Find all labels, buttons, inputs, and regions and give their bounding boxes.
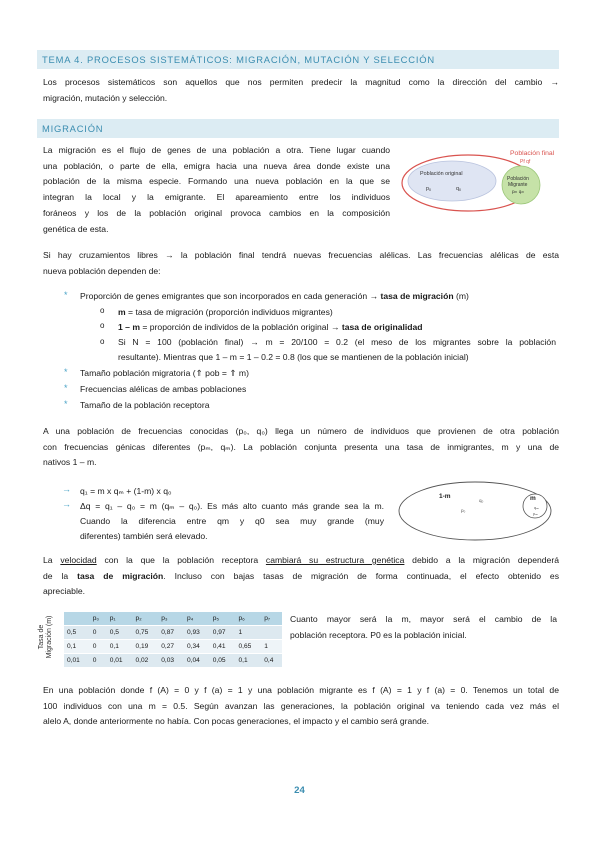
- bullet-star: *: [64, 367, 68, 377]
- frecuencias-paragraph: A una población de frecuencias conocidas (p₀, q₀) llega un número de individuos que provienen de otra población con frecuencias génicas diferentes (pₘ, qₘ). La población conjunta presenta una tasa de inmigrantes, m y una de nativos 1 – m.: [43, 426, 559, 468]
- label-m: m: [530, 495, 536, 502]
- label-1-m: 1-m: [439, 493, 451, 500]
- intro-paragraph: Los procesos sistemáticos son aquellos que nos permiten predecir la magnitud como la dirección del cambio → migración, mutación y selección.: [43, 77, 559, 103]
- poblacion-original-label: Población original: [420, 171, 463, 177]
- formula-q1: q₁ = m x qₘ + (1-m) x q₀: [80, 486, 172, 496]
- pm-qm-label: pₘ qₘ: [512, 189, 525, 194]
- table-row: 0,5 0 0,5 0,75 0,87 0,93 0,97 1: [64, 626, 282, 640]
- formula-delta-q: Δq = q₁ – q₀ = m (qₘ – q₀). Es más alto cuanto más grande sea la m. Cuando la diferencia entre qm y q0 sea muy grande (muy diferentes) también será elevado.: [80, 501, 384, 541]
- table-row: 0,01 0 0,01 0,02 0,03 0,04 0,05 0,1 0,4: [64, 654, 282, 668]
- table-row: 0,1 0 0,1 0,19 0,27 0,34 0,41 0,65 1: [64, 640, 282, 654]
- label-qm: qₘ: [534, 505, 539, 510]
- label-q0: q₀: [479, 498, 484, 503]
- migration-diagram: [398, 143, 560, 215]
- arrow-icon: →: [62, 484, 71, 494]
- velocidad-paragraph: La velocidad con la que la población receptora cambiará su estructura genética debido a la migración dependerá de la tasa de migración. Incluso con bajas tasas de migración de forma continuada, el efecto obtenido es apreciable.: [43, 555, 559, 597]
- migrante-label-2: Migrante: [508, 182, 528, 188]
- table-ylabel: Tasa de Migración (m): [38, 615, 53, 659]
- sub-bullet-1-m: 1 – m = proporción de individos de la población original → tasa de originalidad: [118, 322, 423, 332]
- bullet-tamano-migratoria: Tamaño población migratoria (⇑ pob = ⇑ m): [80, 368, 249, 378]
- final-paragraph: En una población donde f (A) = 0 y f (a) = 1 y una población migrante es f (A) = 1 y f (a) = 0. Tenemos un total de 100 individuos con una m = 0.5. Según avanzan las generaciones, la población original va teniendo cada vez más el alelo A, donde anteriormente no había. Con pocas generaciones, el impacto y el cambio será grande.: [43, 685, 559, 727]
- label-pm: pₘ: [533, 511, 538, 516]
- bullet-star: *: [64, 290, 68, 300]
- migration-table: [64, 612, 282, 668]
- sub-bullet-ejemplo: Si N = 100 (población final) → m = 20/100 = 0.2 (el meso de los migrantes sobre la población resultante). Mientras que 1 – m = 1 – 0.2 = 0.8 (los que se mantienen de la población inicial): [118, 337, 556, 362]
- original-population-ellipse: [408, 161, 496, 201]
- sub-bullet-circle: o: [100, 306, 105, 315]
- arrow-icon: →: [62, 499, 71, 509]
- table-header-row: p₀ p₁ p₂ p₃ p₄ p₅ p₆ p₇: [64, 612, 282, 626]
- bullet-tamano-receptora: Tamaño de la población receptora: [80, 400, 210, 410]
- bullet-tasa-migracion: Proporción de genes emigrantes que son incorporados en cada generación → tasa de migración (m): [80, 291, 469, 301]
- p0-label: p0: [426, 186, 431, 192]
- pf-qf-label: Pf qf: [520, 159, 531, 165]
- bullet-frecuencias: Frecuencias alélicas de ambas poblaciones: [80, 384, 247, 394]
- sub-bullet-circle: o: [100, 337, 105, 346]
- poblacion-final-label: Población final: [510, 150, 555, 157]
- bullet-star: *: [64, 399, 68, 409]
- table-note: Cuanto mayor será la m, mayor será el cambio de la población receptora. P0 es la población inicial.: [290, 614, 557, 640]
- cruzamientos-paragraph: Si hay cruzamientos libres → la población final tendrá nuevas frecuencias alélicas. Las frecuencias alélicas de esta nueva población dependen de:: [43, 250, 559, 276]
- chapter-header: TEMA 4. PROCESOS SISTEMÁTICOS: MIGRACIÓN, MUTACIÓN Y SELECCIÓN: [37, 50, 559, 69]
- bullet-star: *: [64, 383, 68, 393]
- migracion-paragraph: La migración es el flujo de genes de una población a otra. Tiene lugar cuando una población, o parte de ella, emigra hacia una nueva área donde existe una población de la misma especie. Formando una nueva población en la que se integran la local y la emigrante. El apareamiento entre los individuos foráneos y los de la población original provoca cambios en la composición genética de esta.: [43, 145, 390, 234]
- sub-bullet-m: m = tasa de migración (proporción individuos migrantes): [118, 307, 333, 317]
- label-p0: p₀: [461, 508, 466, 513]
- q0-label: q0: [456, 186, 461, 192]
- section-header-migracion: MIGRACIÓN: [37, 119, 559, 138]
- mixing-diagram: [395, 478, 560, 544]
- sub-bullet-circle: o: [100, 321, 105, 330]
- migrante-label-1: Población: [507, 176, 529, 182]
- page-number: 24: [294, 785, 305, 796]
